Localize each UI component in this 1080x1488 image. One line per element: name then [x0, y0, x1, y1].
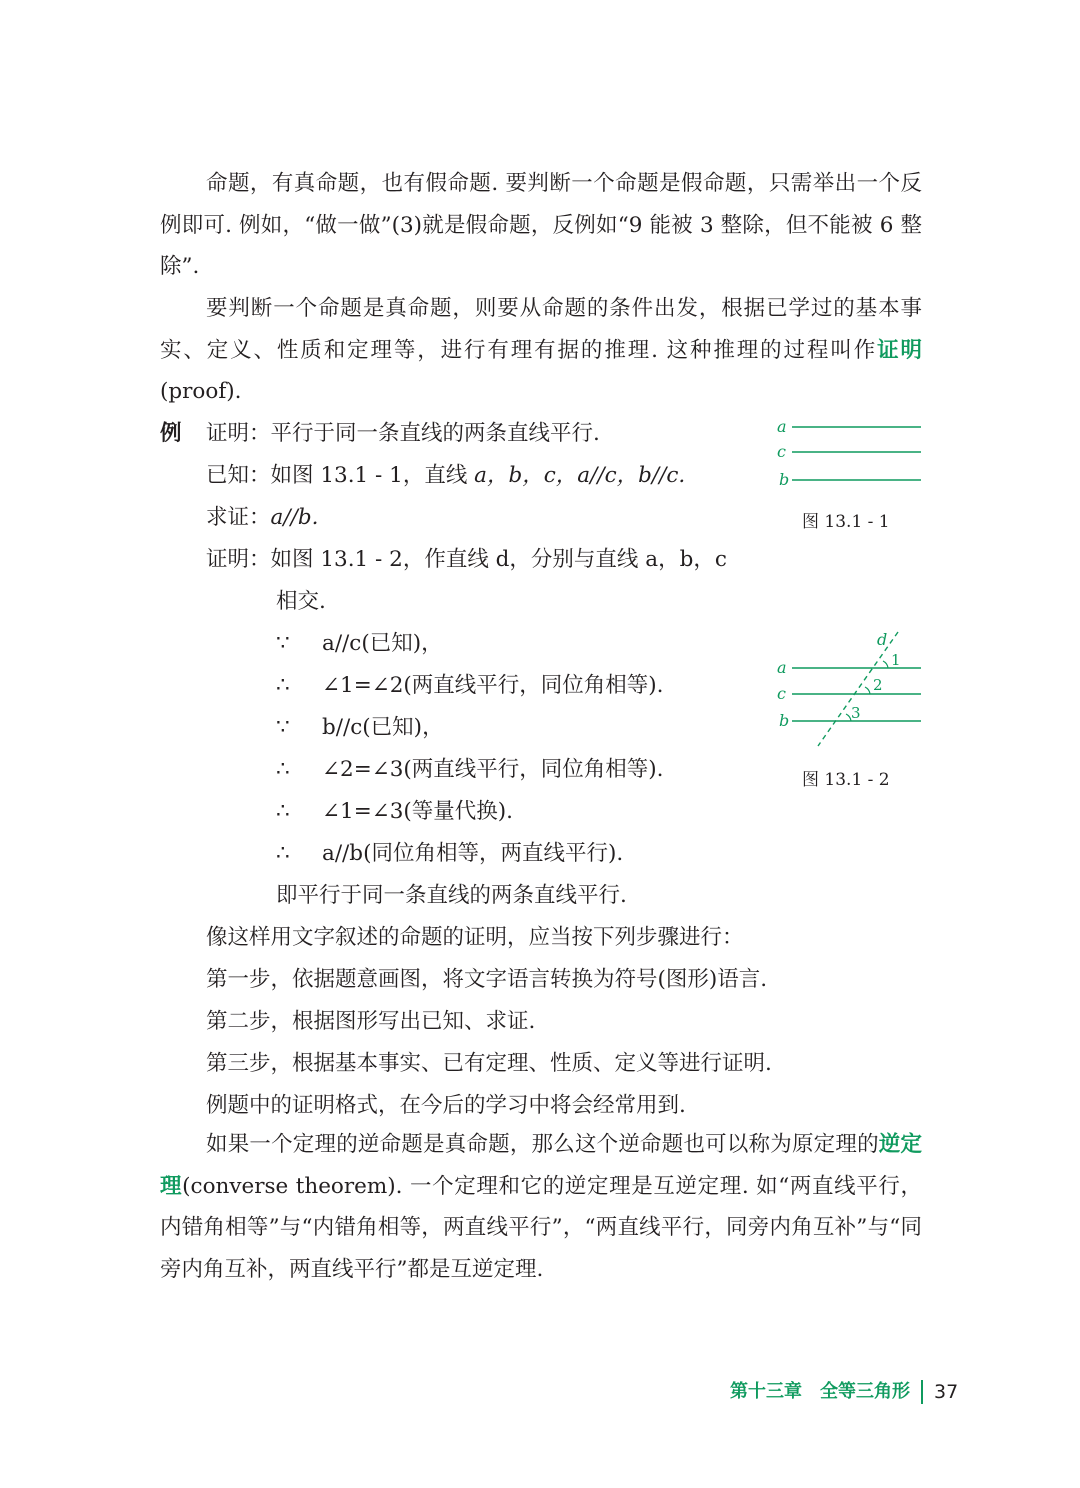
proof-step-text: b//c(已知)， [322, 715, 444, 740]
label-a: a [777, 417, 787, 436]
converse-text-after: (converse theorem). 一个定理和它的逆定理是互逆定理. 如“两直线平行，内错角相等”与“内错角相等，两直线平行”，“两直线平行，同旁内角互补”与“同旁内角互补，两直线平行”都是互逆定理. [160, 1173, 922, 1282]
converse-text-before: 如果一个定理的逆命题是真命题，那么这个逆命题也可以称为原定理的 [206, 1132, 879, 1157]
proof-step [276, 708, 444, 748]
proof-step-text: ∠1=∠3(等量代换). [322, 799, 514, 824]
example-statement: 证明：平行于同一条直线的两条直线平行. [206, 421, 600, 446]
proof-step [276, 624, 443, 664]
proof-conclusion: 即平行于同一条直线的两条直线平行. [276, 883, 627, 908]
example-given [206, 456, 685, 496]
term-proof-english: (proof). [160, 379, 242, 404]
figure-13-1-1-caption: 图 13.1 - 1 [802, 512, 890, 532]
proof-step-text: ∠2=∠3(两直线平行，同位角相等). [322, 757, 664, 782]
figure-13-1-2-caption: 图 13.1 - 2 [802, 770, 890, 790]
proof-symbol: ∵ [276, 631, 290, 656]
paragraph-text: 要判断一个命题是真命题，则要从命题的条件出发，根据已学过的基本事实、定义、性质和定理等，进行有理有据的推理. 这种推理的过程叫作 [160, 296, 922, 363]
proof-symbol: ∴ [276, 673, 290, 698]
prove-prefix: 求证： [206, 505, 271, 530]
proof-step [276, 834, 623, 874]
proof-step-text: a//c(已知)， [322, 631, 443, 656]
angle-1-arc [883, 661, 888, 668]
prove-expr: a//b. [270, 505, 319, 530]
proof-symbol: ∴ [276, 757, 290, 782]
angle-2-arc [865, 687, 870, 694]
label-angle-1: 1 [891, 651, 901, 669]
label-a: a [777, 658, 787, 677]
proof-line-1: 证明：如图 13.1 - 2，作直线 d，分别与直线 a，b，c [206, 547, 727, 572]
given-vars: a，b，c，a//c，b//c. [474, 463, 686, 488]
proof-symbol: ∴ [276, 799, 290, 824]
term-proof: 证明 [877, 337, 922, 363]
proof-step [276, 666, 664, 706]
term-converse-theorem: 逆定理 [160, 1132, 922, 1199]
given-prefix: 已知：如图 13.1 - 1，直线 [206, 463, 475, 488]
procedure-step-2: 第二步，根据图形写出已知、求证. [206, 1009, 536, 1034]
footer-divider [921, 1380, 923, 1404]
line-d-transversal [818, 632, 898, 746]
proof-step-text: ∠1=∠2(两直线平行，同位角相等). [322, 673, 664, 698]
figure-13-1-1-diagram [770, 412, 930, 496]
paragraph-false-proposition: 命题，有真命题，也有假命题. 要判断一个命题是假命题，只需举出一个反例即可. 例如，“做一做”(3)就是假命题，反例如“9 能被 3 整除，但不能被 6 整除”. [160, 171, 922, 279]
figure-13-1-2-diagram [770, 628, 930, 752]
proof-symbol: ∵ [276, 715, 290, 740]
proof-step [276, 792, 513, 832]
proof-step [276, 750, 664, 790]
label-angle-2: 2 [873, 676, 883, 694]
procedure-note: 例题中的证明格式，在今后的学习中将会经常用到. [206, 1093, 686, 1118]
label-b: b [779, 470, 790, 489]
paragraph-true-proposition [160, 288, 922, 413]
label-c: c [777, 684, 786, 703]
proof-symbol: ∴ [276, 841, 290, 866]
procedure-step-1: 第一步，依据题意画图，将文字语言转换为符号(图形)语言. [206, 967, 768, 992]
footer-chapter-title: 第十三章 全等三角形 [730, 1381, 910, 1402]
procedure-step-3: 第三步，根据基本事实、已有定理、性质、定义等进行证明. [206, 1051, 772, 1076]
procedure-intro: 像这样用文字叙述的命题的证明，应当按下列步骤进行： [206, 925, 744, 950]
example-prove [206, 498, 318, 538]
page-number: 37 [934, 1381, 959, 1403]
paragraph-converse-theorem [160, 1124, 922, 1290]
label-c: c [777, 442, 786, 461]
proof-step-text: a//b(同位角相等，两直线平行). [322, 841, 624, 866]
label-angle-3: 3 [851, 704, 861, 722]
label-b: b [779, 711, 790, 730]
label-d: d [877, 630, 888, 649]
proof-line-2: 相交. [276, 589, 326, 614]
example-label: 例 [160, 421, 182, 446]
